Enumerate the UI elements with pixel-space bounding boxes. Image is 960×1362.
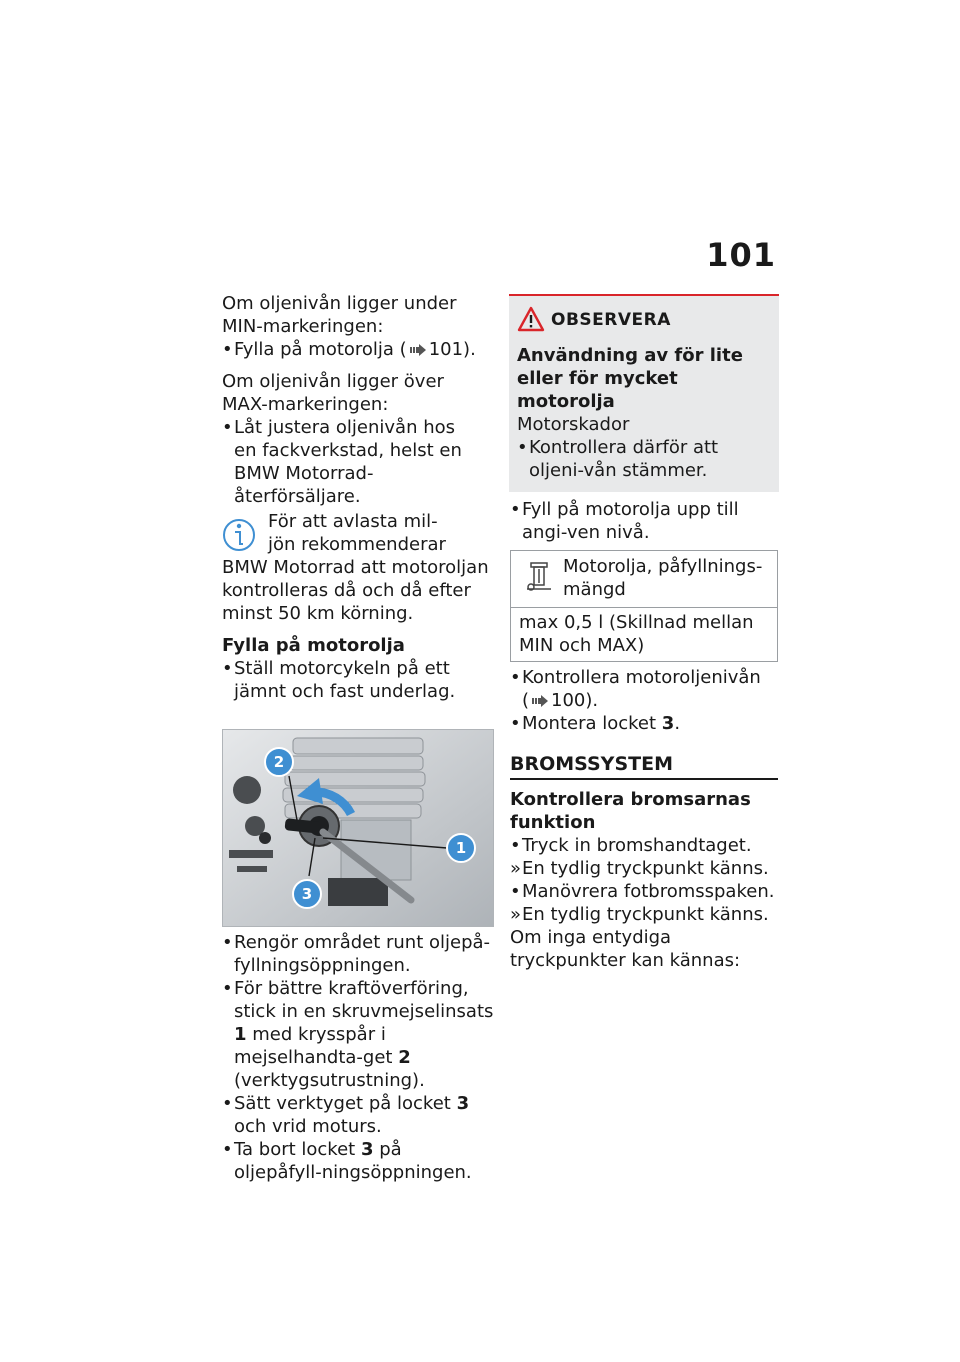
warning-subtitle: Användning av för lite eller för mycket motorolja [517, 345, 743, 412]
warning-title: OBSERVERA [551, 310, 771, 330]
paragraph-min: Om oljenivån ligger under MIN-markeringen: [222, 293, 457, 337]
bullet-mount-cap: • Montera locket 3. [510, 712, 778, 735]
section-heading: BROMSSYSTEM [510, 753, 778, 780]
warning-box [509, 294, 779, 492]
warning-consequence: Motorskador [517, 414, 630, 435]
bullet-clean: • Rengör området runt oljepå-fyllningsöppningen. [222, 931, 494, 977]
info-note-rest: BMW Motorrad att motoroljan kontrolleras då och då efter minst 50 km körning. [222, 557, 489, 624]
paragraph-max: Om oljenivån ligger över MAX-markeringen: [222, 371, 444, 415]
bullet-brake-lever: • Tryck in bromshandtaget. [510, 834, 778, 857]
bullet-check-level: • Kontrollera motoroljenivån ( 100). [510, 666, 778, 712]
arrow-reference-icon [410, 344, 426, 356]
spec-table [510, 550, 778, 662]
engine-illustration [223, 730, 493, 926]
oil-can-icon [525, 561, 553, 591]
page-number: 101 [706, 236, 776, 274]
spec-value-cell: max 0,5 l (Skillnad mellan MIN och MAX) [519, 612, 754, 656]
left-column [222, 292, 494, 1184]
result-1: » En tydlig tryckpunkt känns. [510, 857, 778, 880]
spec-label-cell: Motorolja, påfyllnings-mängd [511, 551, 777, 608]
bullet-foot-brake: • Manövrera fotbromsspaken. [510, 880, 778, 903]
paragraph-no-pressure: Om inga entydiga tryckpunkter kan kännas: [510, 927, 741, 971]
callout-badge-3 [293, 880, 321, 908]
bullet-adjust-level: • Låt justera oljenivån hos en fackverkstad, helst en BMW Motorrad-återförsäljare. [222, 416, 494, 508]
warning-action: • Kontrollera därför att oljeni-vån stämmer. [517, 436, 771, 482]
page-ref-link[interactable]: 101). [428, 339, 476, 360]
callout-badge-1 [447, 834, 475, 862]
arrow-reference-icon [532, 695, 548, 707]
bullet-remove-cap: • Ta bort locket 3 på oljepåfyll-ningsöppningen. [222, 1138, 494, 1184]
page-ref-link[interactable]: 100). [551, 690, 599, 711]
bullet-insert-bit: • För bättre kraftöverföring, stick in en skruvmejselinsats 1 med krysspår i mejselhandta-get 2 (verktygsutrustning). [222, 977, 494, 1092]
bullet-place-tool: • Sätt verktyget på locket 3 och vrid moturs. [222, 1092, 494, 1138]
bullet-fill-oil: • Fylla på motorolja ( 101). [222, 338, 494, 361]
right-column [510, 294, 778, 972]
heading-brake-check: Kontrollera bromsarnas funktion [510, 789, 751, 833]
svg-text:3: 3 [301, 885, 313, 903]
heading-fill-oil: Fylla på motorolja [222, 635, 405, 656]
svg-text:2: 2 [273, 753, 285, 771]
result-2: » En tydlig tryckpunkt känns. [510, 903, 778, 926]
callout-badge-2 [265, 748, 293, 776]
svg-text:1: 1 [455, 839, 467, 857]
info-icon [222, 516, 256, 554]
bullet-park: • Ställ motorcykeln på ett jämnt och fast underlag. [222, 657, 494, 703]
info-note: För att avlasta mil- jön rekommenderar [222, 510, 494, 556]
warning-triangle-icon [517, 306, 545, 332]
engine-figure [222, 729, 494, 927]
bullet-top-up: • Fyll på motorolja upp till angi-ven nivå. [510, 498, 778, 544]
